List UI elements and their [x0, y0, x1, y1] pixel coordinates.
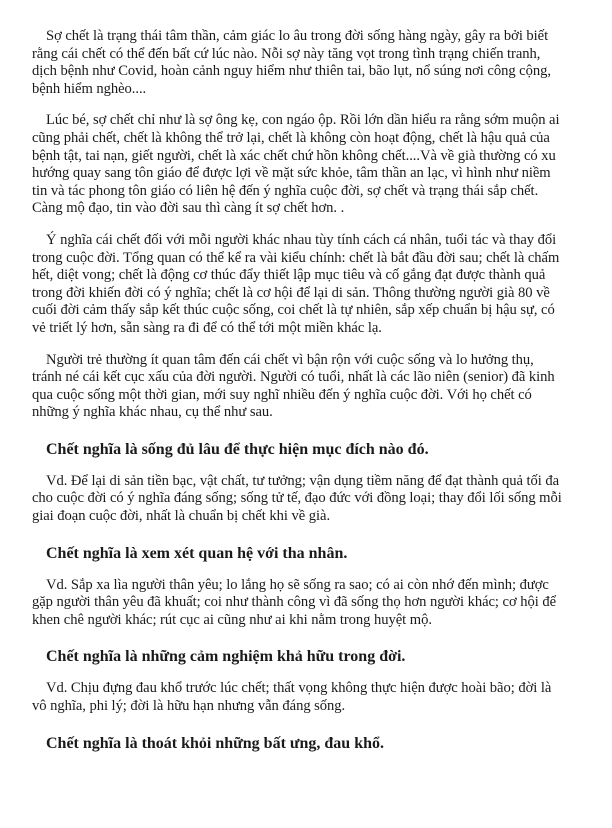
section-heading-escape: Chết nghĩa là thoát khỏi những bất ưng, đau khổ. [46, 734, 384, 752]
section-heading-experiences: Chết nghĩa là những cảm nghiệm khả hữu trong đời. [46, 648, 406, 666]
section-example-experiences: Vd. Chịu đựng đau khổ trước lúc chết; thất vọng không thực hiện được hoài bão; đời là vô nghĩa, phi lý; đời là hữu hạn nhưng vẫn đáng sống. [32, 680, 552, 715]
paragraph-young-vs-old: Người trẻ thường ít quan tâm đến cái chết vì bận rộn với cuộc sống và lo hưởng thụ, tránh né cái kết cục xấu của đời người. Người có tuổi, nhất là các lão niên (senior) đã kinh qua cuộc sống một thời gian, mới suy nghĩ nhiều đến ý nghĩa cuộc đời. Với họ chết có những ý nghĩa khác nhau, cụ thể như sau. [32, 351, 555, 421]
section-heading-relationships: Chết nghĩa là xem xét quan hệ với tha nhân. [46, 544, 348, 562]
paragraph-fear-of-death: Sợ chết là trạng thái tâm thần, cảm giác lo âu trong đời sống hàng ngày, gây ra bởi biết rằng cái chết có thể đến bất cứ lúc nào. Nỗi sợ này tăng vọt trong tình trạng chiến tranh, dịch bệnh như Covid, hoàn cảnh nguy hiểm như thiên tai, bão lụt, nổ súng nơi công cộng, bệnh hiểm nghèo.... [32, 28, 551, 97]
section-example-purpose: Vd. Để lại di sản tiền bạc, vật chất, tư tưởng; vận dụng tiềm năng để đạt thành quả tối đa cho cuộc đời có ý nghĩa đáng sống; sống tử tế, đạo đức với đồng loại; thay đổi lối sống mỗi giai đoạn cuộc đời, nhất là chuẩn bị chết khi về già. [32, 472, 562, 525]
section-example-relationships: Vd. Sắp xa lìa người thân yêu; lo lắng họ sẽ sống ra sao; có ai còn nhớ đến mình; được gặp người thân yêu đã khuất; coi như thành công vì đã sống thọ hơn người khác; cơ hội để khen chê người khác; rút cục ai cũng như ai khi nằm trong huyệt mộ. [32, 576, 556, 628]
paragraph-meaning: Ý nghĩa cái chết đối với mỗi người khác nhau tùy tính cách cá nhân, tuổi tác và thay đổi trong cuộc đời. Tổng quan có thể kể ra vài kiểu chính: chết là bắt đầu đời sau; chết là chấm hết, diệt vong; chết là động cơ thúc đẩy thiết lập mục tiêu và cố gắng đạt được thành quả trong đời khiến đời có ý nghĩa; chết là cơ hội để lại di sản. Thông thường người già 80 về cuối đời cảm thấy sắp kết thúc cuộc sống, coi chết là tự nhiên, sắp xếp chuẩn bị hậu sự, có vẻ triết lý hơn, sẵn sàng ra đi để có thể tới một miền khác lạ. [32, 231, 560, 336]
section-heading-purpose: Chết nghĩa là sống đủ lâu để thực hiện mục đích nào đó. [46, 440, 429, 458]
paragraph-childhood: Lúc bé, sợ chết chỉ như là sợ ông kẹ, con ngáo ộp. Rồi lớn dần hiểu ra rằng sớm muộn ai cũng phải chết, chết là không thể trở lại, chết là không còn hoạt động, chết là hậu quả của bệnh tật, tai nạn, giết người, chết là xác chết chứ hồn không chết....Và về già thường có xu hướng quay sang tôn giáo để được lợi về mặt sức khỏe, tâm thần an lạc, vì hình như niềm tin và tác phong tôn giáo có liên hệ đến ý nghĩa cuộc đời, sợ chết và trạng thái sắp chết. Càng mộ đạo, tin vào đời sau thì càng ít sợ chết hơn. . [32, 112, 560, 217]
